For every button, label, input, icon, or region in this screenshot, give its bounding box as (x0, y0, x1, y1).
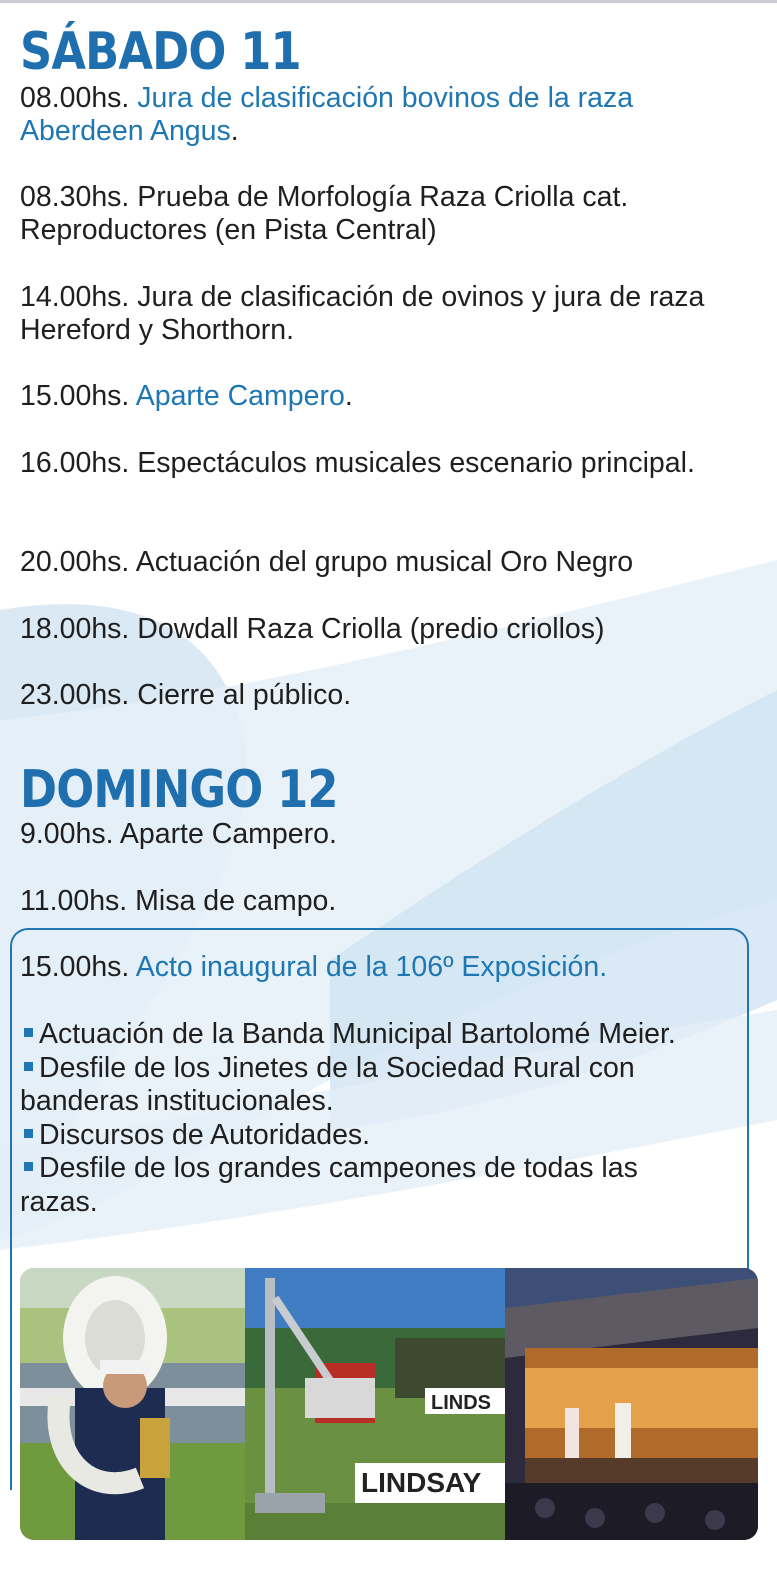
event-end: . (344, 380, 353, 412)
list-item: Desfile de los Jinetes de la Sociedad Rural con banderas institucionales. (20, 1051, 635, 1117)
event-sat-2000 (20, 546, 740, 579)
event-sat-1800 (20, 613, 740, 646)
event-time: 11.00hs. (20, 885, 128, 917)
event-text: Misa de campo. (135, 885, 337, 917)
sunday-heading: DOMINGO 12 (20, 760, 338, 820)
event-sun-1100 (20, 885, 740, 918)
event-text: Prueba de Morfología Raza Criolla cat. Reproductores (en Pista Central) (20, 181, 629, 246)
photo-band-musician (20, 1268, 245, 1540)
event-text: Aparte Campero (135, 380, 345, 412)
inaugural-act-list (20, 1018, 720, 1219)
event-sat-1500 (20, 380, 740, 413)
event-sun-0900 (20, 818, 740, 851)
event-text: Actuación del grupo musical Oro Negro (135, 546, 634, 578)
event-time: 08.00hs. (20, 82, 130, 114)
list-item: Desfile de los grandes campeones de todas las razas. (20, 1152, 638, 1218)
event-text: Acto inaugural de la 106º Exposición. (135, 951, 608, 983)
event-sat-2300 (20, 679, 740, 712)
event-time: 08.30hs. (20, 181, 130, 213)
photo-stage-concert (505, 1268, 758, 1540)
sign-text-2: LINDSAY (361, 1467, 482, 1498)
event-time: 18.00hs. (20, 613, 130, 645)
list-item: Discursos de Autoridades. (20, 1119, 720, 1153)
bullet-square-icon (24, 1129, 33, 1138)
bullet-square-icon (24, 1062, 33, 1071)
event-text: Cierre al público. (137, 679, 352, 711)
bullet-square-icon (24, 1028, 33, 1037)
photo-machinery (245, 1268, 505, 1540)
event-text: Jura de clasificación de ovinos y jura de raza Hereford y Shorthorn. (20, 281, 705, 346)
event-time: 16.00hs. (20, 447, 130, 479)
saturday-heading: SÁBADO 11 (20, 22, 301, 82)
event-sat-0800 (20, 82, 740, 148)
event-time: 23.00hs. (20, 679, 130, 711)
event-sat-1400 (20, 281, 740, 347)
event-sun-1500 (20, 951, 740, 984)
event-end: . (230, 115, 239, 147)
event-sat-1600 (20, 447, 740, 480)
list-item: Actuación de la Banda Municipal Bartolomé Meier. (20, 1018, 720, 1052)
event-text: Aparte Campero. (119, 818, 337, 850)
event-time: 15.00hs. (20, 380, 130, 412)
photo-strip (20, 1268, 758, 1540)
bullet-square-icon (24, 1162, 33, 1171)
event-time: 14.00hs. (20, 281, 130, 313)
event-text: Espectáculos musicales escenario principal. (137, 447, 695, 479)
event-time: 15.00hs. (20, 951, 130, 983)
sign-text-1: LINDS (431, 1392, 491, 1414)
event-time: 9.00hs. (20, 818, 114, 850)
event-text: Dowdall Raza Criolla (predio criollos) (137, 613, 605, 645)
event-time: 20.00hs. (20, 546, 130, 578)
event-sat-0830 (20, 181, 740, 247)
event-text: Jura de clasificación bovinos de la raza Aberdeen Angus (20, 82, 634, 147)
